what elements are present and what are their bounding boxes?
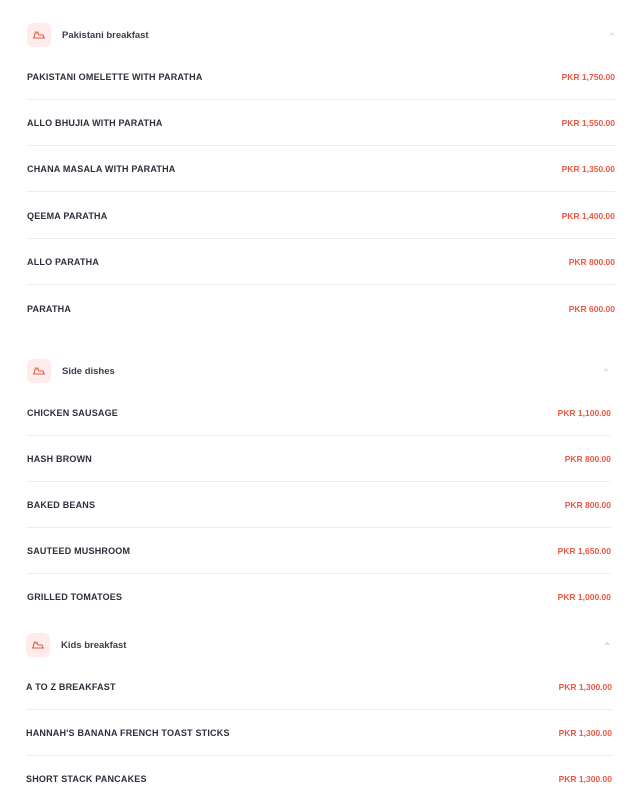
- item-price: PKR 1,300.00: [558, 727, 612, 738]
- item-name: CHANA MASALA WITH PARATHA: [27, 163, 176, 174]
- item-name: ALLO BHUJIA WITH PARATHA: [27, 117, 163, 128]
- item-name: SAUTEED MUSHROOM: [27, 545, 131, 556]
- menu-item[interactable]: [27, 482, 611, 528]
- section-header[interactable]: [27, 22, 615, 48]
- menu-item[interactable]: [27, 574, 611, 620]
- item-price: PKR 800.00: [564, 499, 611, 510]
- item-name: HASH BROWN: [27, 453, 92, 464]
- item-name: QEEMA PARATHA: [27, 210, 108, 221]
- chevron-up-icon[interactable]: [601, 365, 611, 375]
- menu-item[interactable]: [26, 710, 612, 756]
- menu-item[interactable]: [27, 193, 615, 239]
- menu-item[interactable]: [27, 436, 611, 482]
- item-name: HANNAH'S BANANA FRENCH TOAST STICKS: [26, 727, 230, 738]
- section-title: Side dishes: [62, 365, 115, 377]
- menu-item[interactable]: [27, 286, 615, 332]
- item-price: PKR 1,350.00: [561, 163, 615, 174]
- item-price: PKR 1,400.00: [561, 210, 615, 221]
- breakfast-icon: [26, 633, 50, 657]
- item-name: GRILLED TOMATOES: [27, 592, 123, 602]
- menu-item[interactable]: [27, 54, 615, 100]
- section-header[interactable]: [27, 358, 611, 384]
- section-title: Kids breakfast: [61, 639, 127, 651]
- menu-item[interactable]: [27, 239, 615, 285]
- item-name: CHICKEN SAUSAGE: [27, 407, 119, 418]
- item-price: PKR 600.00: [568, 304, 615, 314]
- item-price: PKR 1,000.00: [557, 592, 611, 602]
- item-price: PKR 1,300.00: [558, 681, 612, 692]
- section-header[interactable]: [26, 632, 612, 658]
- item-price: PKR 1,750.00: [561, 71, 615, 82]
- chevron-up-icon[interactable]: [602, 639, 612, 649]
- chevron-up-icon[interactable]: [607, 29, 617, 39]
- item-price: PKR 1,100.00: [557, 407, 611, 418]
- item-price: PKR 800.00: [568, 256, 615, 267]
- menu-item[interactable]: [27, 146, 615, 192]
- menu-item[interactable]: [27, 390, 611, 436]
- menu-item[interactable]: [26, 664, 612, 710]
- item-name: BAKED BEANS: [27, 499, 96, 510]
- item-name: A TO Z BREAKFAST: [26, 681, 116, 692]
- item-name: SHORT STACK PANCAKES: [26, 774, 147, 784]
- menu-item[interactable]: [27, 528, 611, 574]
- item-price: PKR 1,650.00: [557, 545, 611, 556]
- item-name: ALLO PARATHA: [27, 256, 100, 267]
- menu-item[interactable]: [27, 100, 615, 146]
- breakfast-icon: [27, 23, 51, 47]
- menu-item[interactable]: [26, 756, 612, 802]
- breakfast-icon: [27, 359, 51, 383]
- section-title: Pakistani breakfast: [62, 29, 149, 41]
- item-name: PARATHA: [27, 304, 72, 314]
- item-price: PKR 1,300.00: [558, 774, 612, 784]
- item-price: PKR 800.00: [564, 453, 611, 464]
- item-price: PKR 1,550.00: [561, 117, 615, 128]
- item-name: PAKISTANI OMELETTE WITH PARATHA: [27, 71, 203, 82]
